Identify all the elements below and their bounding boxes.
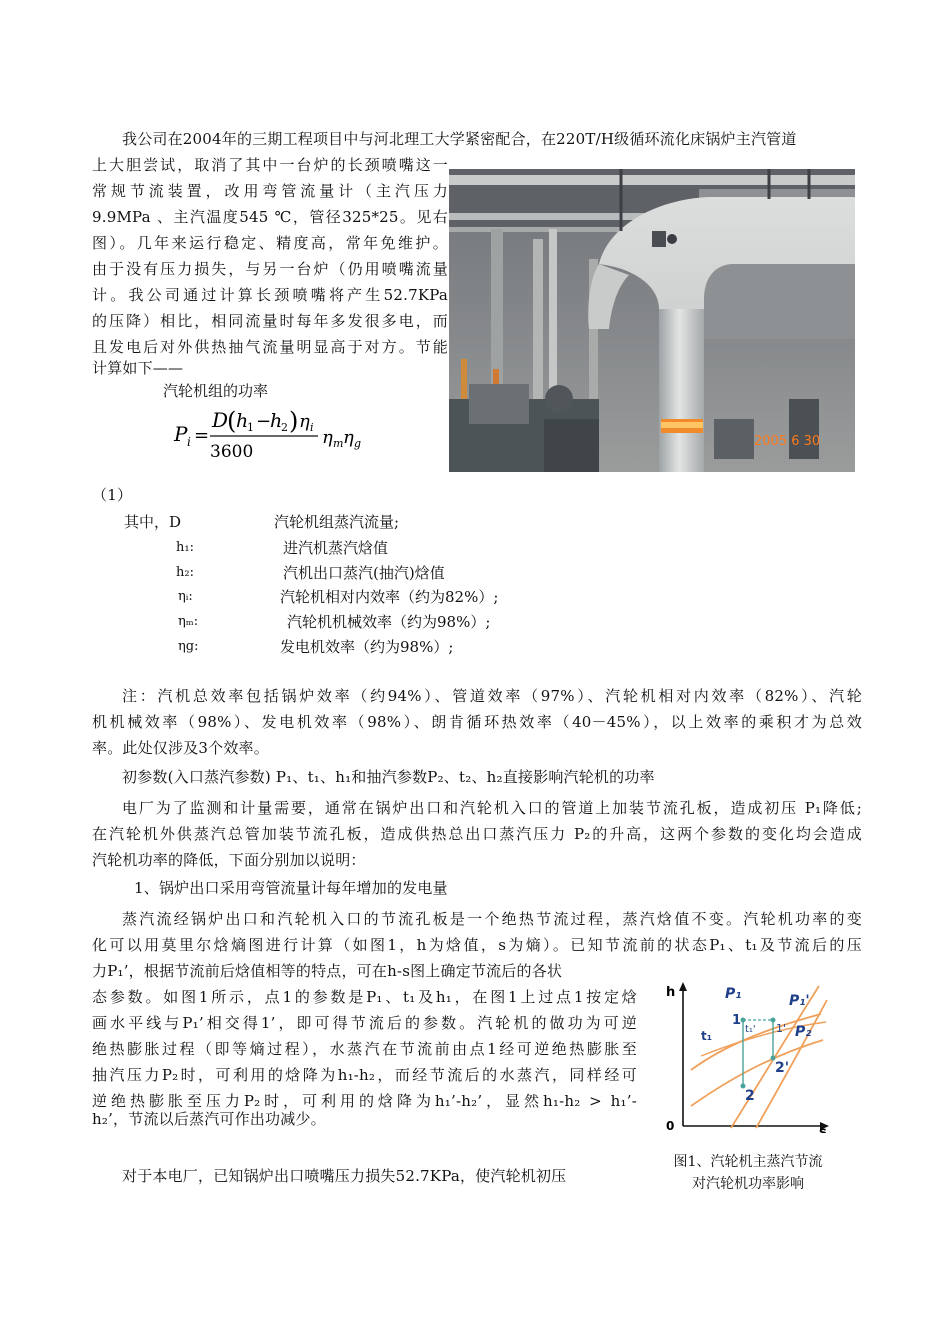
origin-label: 0 — [666, 1119, 675, 1133]
formula-h1: h — [236, 410, 249, 432]
label-p2: P₂ — [795, 1024, 812, 1040]
paragraph-1-line-2: 上大胆尝试，取消了其中一台炉的长颈喷嘴这一 — [92, 156, 448, 174]
axis-h-label: h — [666, 985, 676, 1000]
svg-text:): ) — [289, 407, 299, 435]
paragraph-3-line-9: h₂’，节流以后蒸汽可作出功减少。 — [92, 1110, 326, 1128]
definition-symbol: h₂: — [176, 565, 194, 580]
paragraph-3-line-6: 绝热膨胀过程（即等熵过程），水蒸汽在节流前由点1经可逆绝热膨胀至 — [92, 1040, 637, 1058]
section-heading-1: 1、锅炉出口采用弯管流量计每年增加的发电量 — [134, 879, 448, 897]
paragraph-1-line-9: 且发电后对外供热抽气流量明显高于对方。节能 — [92, 338, 448, 356]
paragraph-2-line-2: 在汽轮机外供蒸汽总管加装节流孔板，造成供热总出口蒸汽压力 P₂的升高，这两个参数的变化均会造成 — [92, 825, 862, 843]
label-t1-prime: t₁' — [745, 1024, 756, 1035]
hs-diagram-drawing — [661, 978, 833, 1133]
label-point-1-prime: 1' — [776, 1022, 787, 1035]
formula-h2-sub: 2 — [281, 421, 288, 434]
formula-eta-i: η — [299, 411, 310, 432]
paragraph-1-line-5: 图）。几年来运行稳定、精度高，常年免维护。 — [92, 234, 448, 252]
formula-label: 汽轮机组的功率 — [163, 382, 269, 400]
figure-caption-line-2: 对汽轮机功率影响 — [692, 1176, 804, 1192]
paragraph-1-line-8: 的压降）相比，相同流量时每年多发很多电，而 — [92, 312, 448, 330]
label-point-2: 2 — [745, 1088, 755, 1104]
definition-text: 发电机效率（约为98%）; — [280, 638, 454, 656]
paragraph-3-line-8: 逆绝热膨胀至压力P₂时，可利用的焓降为h₁’-h₂’，显然h₁-h₂ > h₁’- — [92, 1092, 637, 1110]
paragraph-3-line-3: 力P₁’，根据节流前后焓值相等的特点，可在h-s图上确定节流后的各状 — [92, 962, 563, 980]
paragraph-1-line-10: 计算如下—— — [92, 359, 184, 377]
definition-text: 进汽机蒸汽焓值 — [283, 539, 389, 557]
svg-text:=: = — [194, 425, 210, 446]
formula-lhs-sub: i — [187, 435, 191, 449]
formula-minus: − — [256, 411, 272, 432]
note-line-3: 率。此处仅涉及3个效率。 — [92, 739, 269, 757]
paragraph-1-line-1: 我公司在2004年的三期工程项目中与河北理工大学紧密配合，在220T/H级循环流化床锅炉主汽管道 — [122, 130, 797, 148]
label-point-2-prime: 2' — [775, 1060, 790, 1076]
paragraph-2-line-3: 汽轮机功率的降低，下面分别加以说明： — [92, 851, 366, 869]
label-t1: t₁ — [701, 1029, 712, 1043]
definition-text: 汽轮机组蒸汽流量; — [274, 513, 400, 531]
note-line-2: 机机械效率（98%）、发电机效率（98%）、朗肯循环热效率（40－45%），以上效率的乘积才为总效 — [92, 713, 862, 731]
paragraph-3-line-7: 抽汽压力P₂时，可利用的焓降为h₁-h₂，而经节流后的水蒸汽，同样经可 — [92, 1066, 637, 1084]
formula-number: （1） — [92, 486, 133, 504]
paragraph-4-line-1: 对于本电厂，已知锅炉出口喷嘴压力损失52.7KPa，使汽轮机初压 — [122, 1167, 567, 1185]
label-p1-prime: P₁' — [789, 993, 810, 1009]
formula-eta-m: η — [322, 427, 333, 448]
paragraph-2-line-1: 电厂为了监测和计量需要，通常在锅炉出口和汽轮机入口的管道上加装节流孔板，造成初压 P₁降低; — [122, 799, 862, 817]
paragraph-3-line-5: 画水平线与P₁’相交得1’，即可得节流后的参数。汽轮机的做功为可逆 — [92, 1014, 637, 1032]
label-point-1: 1 — [732, 1013, 742, 1028]
paragraph-1-line-7: 计。我公司通过计算长颈喷嘴将产生52.7KPa — [92, 286, 448, 304]
paragraph-1-line-3: 常规节流装置，改用弯管流量计（主汽压力 — [92, 182, 448, 200]
pipe-photo — [449, 169, 855, 472]
paragraph-3-line-2: 化可以用莫里尔焓熵图进行计算（如图1，h为焓值，s为熵）。已知节流前的状态P₁、t₁及节流后的压 — [92, 936, 862, 954]
definition-symbol: h₁: — [176, 540, 194, 555]
paragraph-3-line-1: 蒸汽流经锅炉出口和汽轮机入口的节流孔板是一个绝热节流过程，蒸汽焓值不变。汽轮机功率的变 — [122, 910, 862, 928]
definitions-intro: 其中，D — [124, 513, 182, 531]
definition-symbol: ηᵢ: — [178, 589, 193, 604]
definition-symbol: ηₘ: — [178, 614, 199, 629]
formula-eta-m-sub: m — [333, 437, 344, 450]
note-line-1: 注：汽机总效率包括锅炉效率（约94%）、管道效率（97%）、汽轮机相对内效率（82%）、汽轮 — [122, 687, 862, 705]
paragraph-3-line-4: 态参数。如图1所示，点1的参数是P₁、t₁及h₁，在图1上过点1按定焓 — [92, 988, 637, 1006]
formula-lhs: P — [174, 422, 188, 446]
definition-symbol: ηg: — [178, 639, 199, 654]
formula-eta-g-sub: g — [354, 437, 362, 450]
definition-text: 汽机出口蒸汽(抽汽)焓值 — [283, 564, 445, 582]
definition-text: 汽轮机相对内效率（约为82%）; — [280, 588, 499, 606]
formula-h2: h — [270, 410, 283, 432]
formula-denominator: 3600 — [210, 442, 254, 461]
formula-eta-g: η — [343, 427, 354, 448]
pipe-photo-drawing — [449, 169, 855, 472]
formula-eta-i-sub: i — [310, 421, 314, 434]
power-formula — [172, 405, 402, 461]
figure-caption-line-1: 图1、汽轮机主蒸汽节流 — [673, 1154, 823, 1170]
formula-d: D — [212, 408, 229, 432]
definition-text: 汽轮机机械效率（约为98%）; — [287, 613, 491, 631]
power-formula-drawing — [172, 405, 402, 461]
paragraph-1-line-4: 9.9MPa 、主汽温度545 ℃，管径325*25。见右 — [92, 208, 448, 226]
label-p1: P₁ — [725, 986, 742, 1002]
axis-s-label: s — [819, 1125, 827, 1133]
svg-text:(: ( — [227, 407, 237, 435]
formula-h1-sub: 1 — [247, 421, 254, 434]
photo-date-stamp: 2005 6 30 — [754, 434, 821, 449]
initial-params-line: 初参数(入口蒸汽参数) P₁、t₁、h₁和抽汽参数P₂、t₂、h₂直接影响汽轮机的功率 — [122, 768, 655, 786]
paragraph-1-line-6: 由于没有压力损失，与另一台炉（仍用喷嘴流量 — [92, 260, 448, 278]
hs-diagram — [661, 978, 833, 1133]
figure-caption — [648, 1151, 848, 1195]
